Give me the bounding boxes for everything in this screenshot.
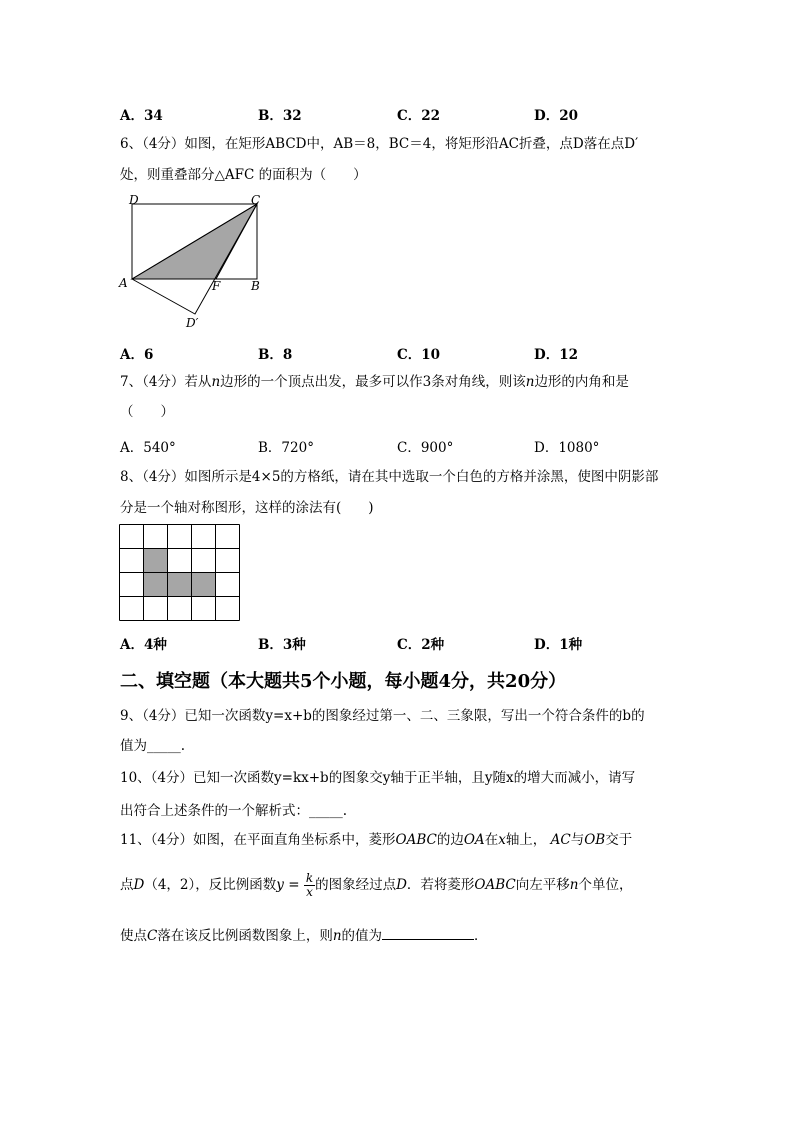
q8-option-a: A．4种 (120, 637, 167, 653)
q8-text-line1: 8、（4分）如图所示是4×5的方格纸，请在其中选取一个白色的方格并涂黑，使图中阴影部 (120, 469, 659, 485)
q11-text-3d: ． (474, 928, 488, 944)
q11-var-d: D (133, 877, 145, 893)
q8-option-c: C．2种 (397, 637, 445, 653)
q8-option-d: D．1种 (534, 637, 583, 653)
q11-var-oabc-2: OABC (474, 877, 516, 893)
q7-option-a: A．540° (120, 440, 176, 456)
q11-text-1d: 轴上， (505, 832, 547, 848)
q11-text-line2 (120, 868, 632, 902)
q11-frac-den: x (306, 885, 313, 899)
q6-label-d: D (129, 193, 139, 207)
q6-label-c: C (251, 193, 261, 207)
q11-answer-blank[interactable] (382, 925, 474, 940)
q11-text-1b: 的边 (436, 832, 464, 848)
q8-shaded-cell-3 (167, 572, 191, 596)
q6-label-b: B (251, 279, 260, 293)
q11-text-2d: ．若将菱形 (406, 877, 475, 893)
q8-option-b: B．3种 (258, 637, 306, 653)
q11-var-y: y (276, 877, 284, 893)
q11-var-oabc: OABC (395, 832, 437, 848)
q7-var-n: n (211, 374, 221, 390)
q11-frac-num: k (305, 871, 314, 885)
q11-var-n-2: n (332, 928, 342, 944)
q11-text-2f: 个单位， (578, 877, 633, 893)
q11-var-d-2: D (396, 877, 407, 893)
q7-option-c: C．900° (397, 440, 454, 456)
section-2-title: 二、填空题（本大题共5个小题，每小题4分，共20分） (120, 671, 567, 692)
q11-text-1a: 11、（4分）如图，在平面直角坐标系中，菱形 (120, 832, 396, 848)
q7-option-b: B．720° (258, 440, 314, 456)
q5-option-c: C．22 (397, 108, 441, 124)
q7-text-line2: （ ） (120, 404, 174, 420)
q11-var-ac: AC (550, 832, 571, 848)
q11-text-1e: 与 (570, 832, 585, 848)
q11-var-ob: OB (584, 832, 606, 848)
q5-option-d: D．20 (534, 108, 578, 124)
q7-text-b: 边形的一个顶点出发，最多可以作3条对角线，则该 (220, 374, 526, 390)
q11-text-3b: 落在该反比例函数图象上，则 (157, 928, 333, 944)
q11-text-line3 (120, 925, 488, 945)
q7-var-n-2: n (525, 374, 535, 390)
q6-label-a: A (119, 276, 128, 290)
q6-option-b: B．8 (258, 347, 293, 363)
q8-shaded-cell-2 (143, 572, 167, 596)
q11-text-2b: （4，2），反比例函数 (144, 877, 277, 893)
q11-fraction (304, 872, 315, 899)
q11-text-1f: 交于 (605, 832, 633, 848)
q11-text-3a: 使点 (120, 928, 147, 944)
q7-text-c: 边形的内角和是 (534, 374, 629, 390)
q6-label-dprime: D′ (186, 316, 199, 330)
q10-text-line1: 10、（4分）已知一次函数y=kx+b的图象交y轴于正半轴，且y随x的增大而减小，请写 (120, 770, 636, 786)
q11-var-oa: OA (463, 832, 485, 848)
q11-text-2e: 向左平移 (515, 877, 570, 893)
q11-var-x: x (498, 832, 506, 848)
q5-option-b: B．32 (258, 108, 302, 124)
q7-text-line1 (120, 373, 629, 391)
q11-equals: = (283, 877, 304, 893)
q11-text-2c: 的图象经过点 (315, 877, 397, 893)
q6-figure (112, 192, 272, 332)
q9-text-line1: 9、（4分）已知一次函数y=x+b的图象经过第一、二、三象限，写出一个符合条件的b的 (120, 708, 645, 724)
q11-text-2a: 点 (120, 877, 134, 893)
q11-text-line1 (120, 831, 632, 849)
q6-option-c: C．10 (397, 347, 441, 363)
q8-text-line2: 分是一个轴对称图形，这样的涂法有( ) (120, 500, 374, 516)
q7-text-a: 7、（4分）若从 (120, 374, 212, 390)
q8-grid-lines (120, 525, 240, 621)
q7-option-d: D．1080° (534, 440, 600, 456)
q11-text-1c: 在 (484, 832, 499, 848)
q8-shaded-cell-1 (143, 548, 167, 572)
q9-text-line2: 值为_____. (120, 738, 186, 754)
q6-option-a: A．6 (120, 347, 154, 363)
q6-text-line2: 处，则重叠部分△AFC 的面积为（ ） (120, 167, 367, 183)
q6-text-line1: 6、（4分）如图，在矩形ABCD中，AB＝8，BC＝4，将矩形沿AC折叠，点D落在点D′ (120, 136, 639, 152)
q5-option-a: A．34 (120, 108, 163, 124)
q8-shaded-cell-4 (191, 572, 215, 596)
q6-label-f: F (212, 279, 221, 293)
q8-grid-figure (119, 524, 241, 622)
q11-var-c: C (147, 928, 158, 944)
q10-text-line2: 出符合上述条件的一个解析式：_____. (120, 803, 348, 819)
q6-option-d: D．12 (534, 347, 578, 363)
q11-var-n: n (569, 877, 579, 893)
q11-text-3c: 的值为 (341, 928, 383, 944)
